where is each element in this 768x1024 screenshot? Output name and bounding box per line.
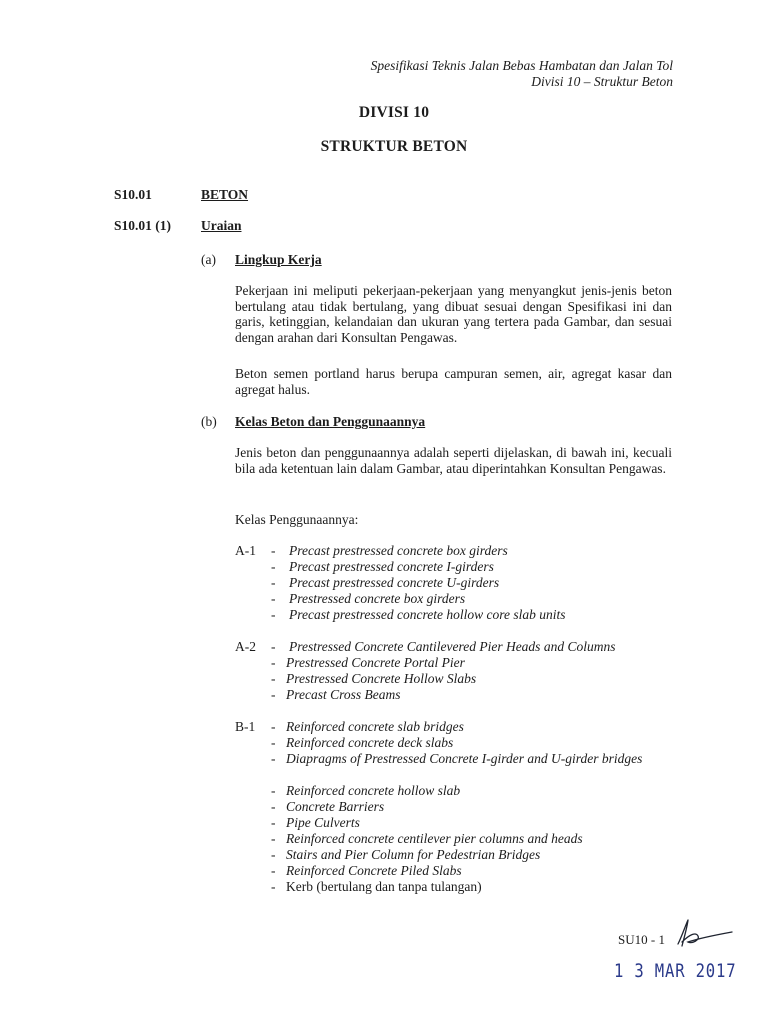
list-item: Pipe Culverts bbox=[286, 815, 360, 830]
list-dash: - bbox=[271, 671, 276, 686]
list-dash: - bbox=[271, 559, 276, 574]
subsection-code: S10.01 (1) bbox=[114, 218, 171, 233]
list-item: Prestressed concrete box girders bbox=[289, 591, 466, 606]
list-dash: - bbox=[271, 639, 276, 654]
list-dash: - bbox=[271, 687, 276, 702]
list-dash: - bbox=[271, 543, 276, 558]
list-item: Concrete Barriers bbox=[286, 799, 385, 814]
subsection-title: Uraian bbox=[201, 218, 242, 233]
signature-initial bbox=[674, 914, 736, 954]
list-dash: - bbox=[271, 591, 276, 606]
list-item: Kerb (bertulang dan tanpa tulangan) bbox=[286, 879, 482, 894]
list-item: Precast prestressed concrete U-girders bbox=[289, 575, 500, 590]
list-dash: - bbox=[271, 879, 276, 894]
list-dash: - bbox=[271, 607, 276, 622]
list-item: Diapragms of Prestressed Concrete I-girder and U-girder bridges bbox=[286, 751, 643, 766]
list-dash: - bbox=[271, 655, 276, 670]
part-a-paragraph-2: Beton semen portland harus berupa campuran semen, air, agregat kasar dan agregat halus. bbox=[235, 366, 672, 397]
list-dash: - bbox=[271, 831, 276, 846]
division-title: STRUKTUR BETON bbox=[320, 138, 468, 155]
list-item: Precast prestressed concrete I-girders bbox=[289, 559, 494, 574]
class-name: B-1 bbox=[235, 719, 256, 734]
list-dash: - bbox=[271, 751, 276, 766]
class-name: A-1 bbox=[235, 543, 256, 558]
list-dash: - bbox=[271, 863, 276, 878]
section-code: S10.01 bbox=[114, 187, 152, 202]
kelas-label: Kelas Penggunaannya: bbox=[235, 512, 359, 527]
list-item: Precast prestressed concrete box girders bbox=[289, 543, 508, 558]
list-item: Reinforced concrete hollow slab bbox=[286, 783, 461, 798]
list-dash: - bbox=[271, 719, 276, 734]
division-number: DIVISI 10 bbox=[358, 104, 430, 121]
part-b-heading: Kelas Beton dan Penggunaannya bbox=[235, 414, 426, 429]
part-b-paragraph-1: Jenis beton dan penggunaannya adalah seperti dijelaskan, di bawah ini, kecuali bila ada ketentuan lain dalam Gambar, atau diperintahkan Konsultan Pengawas. bbox=[235, 445, 672, 476]
list-dash: - bbox=[271, 815, 276, 830]
list-item: Precast Cross Beams bbox=[286, 687, 401, 702]
list-dash: - bbox=[271, 575, 276, 590]
list-item: Reinforced concrete slab bridges bbox=[286, 719, 464, 734]
list-dash: - bbox=[271, 847, 276, 862]
list-item: Reinforced Concrete Piled Slabs bbox=[286, 863, 462, 878]
page-number: SU10 - 1 bbox=[618, 932, 665, 947]
section-title: BETON bbox=[201, 187, 249, 202]
date-stamp: 1 3 MAR 2017 bbox=[614, 960, 737, 982]
list-item: Reinforced concrete deck slabs bbox=[286, 735, 454, 750]
list-dash: - bbox=[271, 783, 276, 798]
part-b-marker: (b) bbox=[201, 414, 217, 429]
class-name: A-2 bbox=[235, 639, 256, 654]
running-header bbox=[371, 58, 673, 90]
list-item: Prestressed Concrete Hollow Slabs bbox=[286, 671, 477, 686]
list-dash: - bbox=[271, 735, 276, 750]
list-item: Precast prestressed concrete hollow core slab units bbox=[289, 607, 566, 622]
list-item: Prestressed Concrete Cantilevered Pier Heads and Columns bbox=[289, 639, 616, 654]
part-a-paragraph-1: Pekerjaan ini meliputi pekerjaan-pekerjaan yang menyangkut jenis-jenis beton bertulang atau tidak bertulang, yang dibuat sesuai dengan Spesifikasi ini dan garis, ketinggian, kelandaian dan ukuran yang tertera pada Gambar, dan sesuai dengan arahan dari Konsultan Pengawas. bbox=[235, 283, 672, 345]
part-a-marker: (a) bbox=[201, 252, 216, 267]
list-item: Reinforced concrete centilever pier columns and heads bbox=[286, 831, 583, 846]
header-line-2: Divisi 10 – Struktur Beton bbox=[531, 74, 673, 89]
part-a-heading: Lingkup Kerja bbox=[235, 252, 322, 267]
list-item: Stairs and Pier Column for Pedestrian Bridges bbox=[286, 847, 541, 862]
list-dash: - bbox=[271, 799, 276, 814]
list-item: Prestressed Concrete Portal Pier bbox=[286, 655, 465, 670]
header-line-1: Spesifikasi Teknis Jalan Bebas Hambatan dan Jalan Tol bbox=[370, 58, 673, 73]
